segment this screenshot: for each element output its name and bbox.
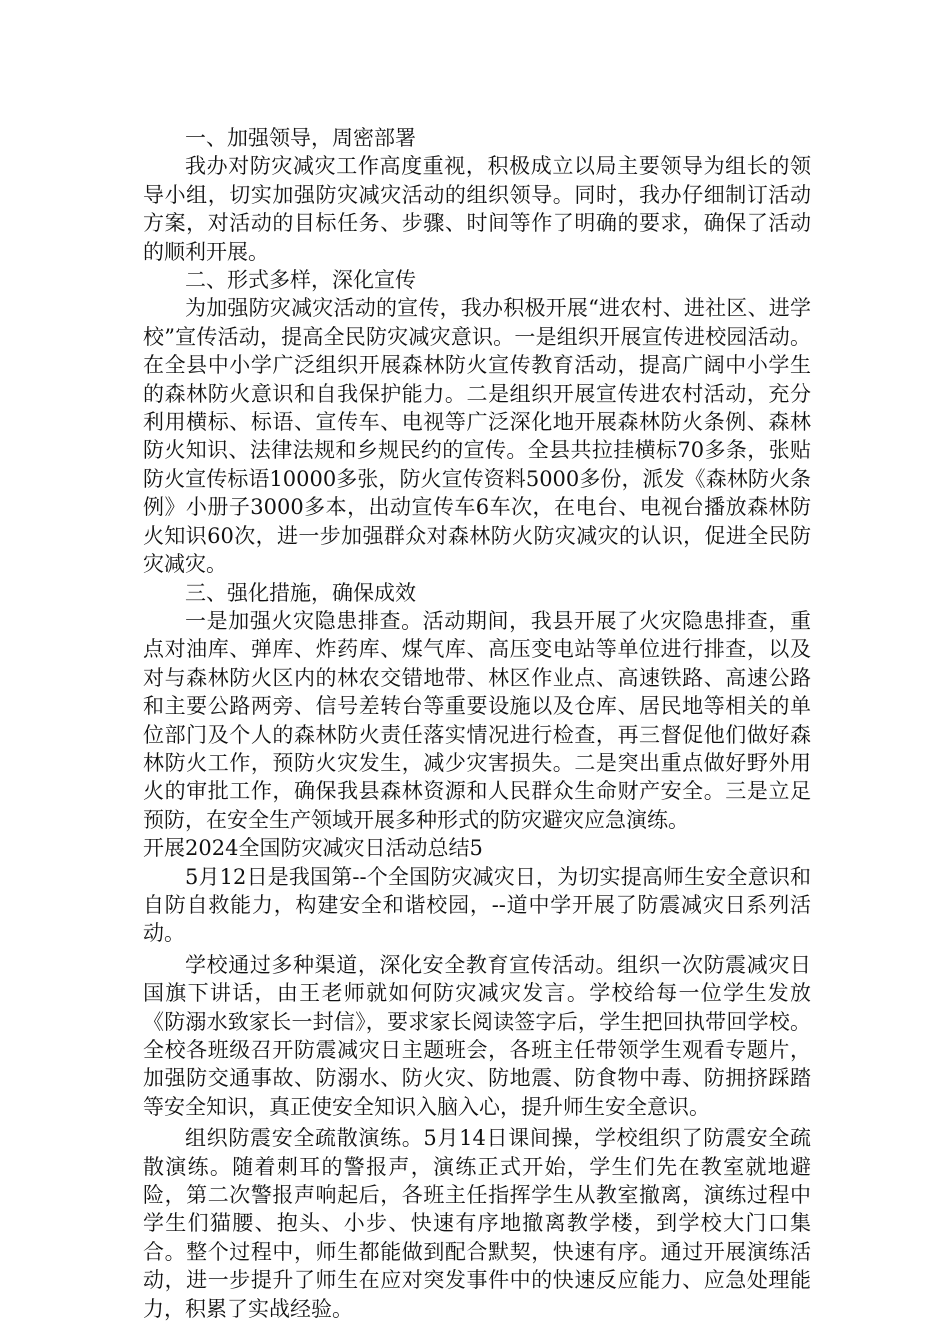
- paragraph-6: 组织防震安全疏散演练。5月14日课间操，学校组织了防震安全疏散演练。随着刺耳的警报声，演练正式开始，学生们先在教室就地避险，第二次警报声响起后，各班主任指挥学生从教室撤离，演练过程中学生们猫腰、抱头、小步、快速有序地撤离教学楼，到学校大门口集合。整个过程中，师生都能做到配合默契，快速有序。通过开展演练活动，进一步提升了师生在应对突发事件中的快速反应能力、应急处理能力，积累了实战经验。: [143, 1126, 811, 1321]
- section-heading-1: 一、加强领导，周密部署: [185, 126, 416, 150]
- article-title: 开展2024全国防灾减灾日活动总结5: [143, 836, 483, 861]
- section-heading-2: 二、形式多样，深化宣传: [185, 268, 416, 293]
- paragraph-3: 一是加强火灾隐患排查。活动期间，我县开展了火灾隐患排查，重点对油库、弹库、炸药库、煤气库、高压变电站等单位进行排查，以及对与森林防火区内的林农交错地带、林区作业点、高速铁路、高速公路和主要公路两旁、信号差转台等重要设施以及仓库、居民地等相关的单位部门及个人的森林防火责任落实情况进行检查，再三督促他们做好森林防火工作，预防火灾发生，减少灾害损失。二是突出重点做好野外用火的审批工作，确保我县森林资源和人民群众生命财产安全。三是立足预防，在安全生产领域开展多种形式的防灾避灾应急演练。: [143, 608, 811, 832]
- document-page: [143, 124, 811, 1323]
- paragraph-4: 5月12日是我国第--个全国防灾减灾日，为切实提高师生安全意识和自防自救能力，构建安全和谐校园，--道中学开展了防震减灾日系列活动。: [143, 864, 811, 946]
- paragraph-1: 我办对防灾减灾工作高度重视，积极成立以局主要领导为组长的领导小组，切实加强防灾减灾活动的组织领导。同时，我办仔细制订活动方案，对活动的目标任务、步骤、时间等作了明确的要求，确保了活动的顺利开展。: [143, 154, 811, 264]
- section-heading-3: 三、强化措施，确保成效: [185, 580, 416, 605]
- paragraph-2: 为加强防灾减灾活动的宣传，我办积极开展“进农村、进社区、进学校”宣传活动，提高全民防灾减灾意识。一是组织开展宣传进校园活动。在全县中小学广泛组织开展森林防火宣传教育活动，提高广阔中小学生的森林防火意识和自我保护能力。二是组织开展宣传进农村活动，充分利用横标、标语、宣传车、电视等广泛深化地开展森林防火条例、森林防火知识、法律法规和乡规民约的宣传。全县共拉挂横标70多条，张贴防火宣传标语10000多张，防火宣传资料5000多份，派发《森林防火条例》小册子3000多本，出动宣传车6车次，在电台、电视台播放森林防火知识60次，进一步加强群众对森林防火防灾减灾的认识，促进全民防灾减灾。: [143, 296, 811, 577]
- paragraph-5: 学校通过多种渠道，深化安全教育宣传活动。组织一次防震减灾日国旗下讲话，由王老师就如何防灾减灾发言。学校给每一位学生发放《防溺水致家长一封信》，要求家长阅读签字后，学生把回执带回学校。全校各班级召开防震减灾日主题班会，各班主任带领学生观看专题片，加强防交通事故、防溺水、防火灾、防地震、防食物中毒、防拥挤踩踏等安全知识，真正使安全知识入脑入心，提升师生安全意识。: [143, 952, 811, 1119]
